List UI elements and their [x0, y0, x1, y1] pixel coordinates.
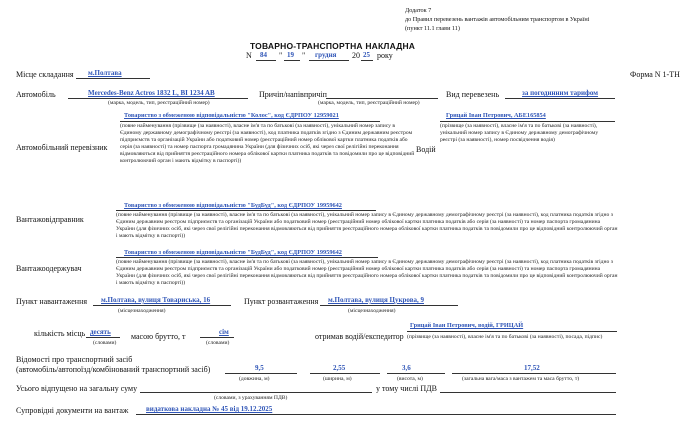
place-label: Місце складання — [16, 70, 74, 79]
appendix-clause-reference: (пункт 11.1 глави 11) — [405, 25, 460, 32]
consignee-value[interactable]: Товариство з обмеженою відповідальністю "БудБуд", код ЄДРПОУ 19959642 — [124, 249, 342, 256]
appendix-rules-reference: до Правил перевезень вантажів автомобільним транспортом в Україні — [405, 16, 590, 23]
loading-hint: (місцезнаходження) — [118, 308, 166, 314]
documents-value[interactable]: видаткова накладна № 45 від 19.12.2025 — [146, 405, 273, 413]
shipper-label: Вантажовідправник — [16, 215, 84, 224]
loading-value[interactable]: м.Полтава, вулиця Товариська, 16 — [101, 296, 211, 304]
total-weight-hint: (загальна вага/маса з вантажем та маса брутто, т) — [462, 376, 580, 382]
transport-type-label: Вид перевезень — [446, 90, 500, 99]
sum-label: Усього відпущено на загальну суму — [16, 384, 138, 393]
width-hint: (ширина, м) — [323, 376, 352, 382]
loading-label: Пункт навантаження — [16, 297, 88, 306]
unloading-value[interactable]: м.Полтава, вулиця Цукрова, 9 — [328, 296, 424, 304]
number-prefix: N — [246, 51, 252, 60]
document-day[interactable]: 19 — [287, 51, 294, 59]
form-number: Форма N 1-ТН — [630, 70, 680, 79]
driver-description: (прізвище (за наявності), власне ім'я та по батькові (за наявності), унікальний номер запису в Єдиному державному демографічному реєстрі (за наявності), номер посвідчення водія) — [440, 123, 599, 144]
vehicle-length[interactable]: 9,5 — [255, 364, 264, 372]
vat-label: у тому числі ПДВ — [376, 384, 437, 393]
vehicle-label: Автомобіль — [16, 90, 56, 99]
places-hint: (словами) — [93, 340, 117, 346]
weight-label: масою брутто, т — [131, 332, 186, 341]
vehicle-info-label: Відомості про транспортний засіб — [16, 355, 133, 364]
shipper-value[interactable]: Товариство з обмеженою відповідальністю "БудБуд", код ЄДРПОУ 19959642 — [124, 202, 342, 209]
places-value[interactable]: десять — [90, 328, 111, 336]
document-year[interactable]: 25 — [363, 51, 370, 59]
shipper-description: (повне найменування (прізвище (за наявності), власне ім'я та по батькові (за наявності), унікальний номер запису в Єдиному державному демографічному реєстрі (за наявності), код платника податків згідно з Єдиним державним реєстром підприємств та організацій України або податковий номер (реєстраційний номер облікової картки платника податків або серія (за наявності) та номер паспорта громадянина України (для фізичних осіб, які через свої релігійні переконання відмовляються від прийняття реєстраційного номера облікової картки платника податків та повідомили про це відповідний контролюючий орган і мають відмітку в паспорті)) — [116, 212, 618, 240]
quote-open: " — [279, 51, 283, 60]
year-prefix: 20 — [352, 51, 360, 60]
transport-type-value[interactable]: за погодинним тарифом — [522, 89, 599, 97]
trailer-hint: (марка, модель, тип, реєстраційний номер) — [318, 100, 420, 106]
places-label: кількість місць — [34, 329, 86, 338]
unloading-hint: (місцезнаходження) — [348, 308, 396, 314]
vehicle-width[interactable]: 2,55 — [333, 364, 346, 372]
documents-label: Супровідні документи на вантаж — [16, 406, 129, 415]
document-number[interactable]: 84 — [260, 51, 267, 59]
height-hint: (висота, м) — [397, 376, 423, 382]
document-title: ТОВАРНО-ТРАНСПОРТНА НАКЛАДНА — [250, 41, 416, 51]
unloading-label: Пункт розвантаження — [244, 297, 319, 306]
vehicle-value[interactable]: Mercedes-Benz Actros 1832 L, BI 1234 AB — [88, 89, 215, 97]
consignee-description: (повне найменування (прізвище (за наявності), власне ім'я та по батькові (за наявності), унікальний номер запису в Єдиному державному демографічному реєстрі (за наявності), код платника податків згідно з Єдиним державним реєстром підприємств та організацій України або податковий номер (реєстраційний номер облікової картки платника податків або серія (за наявності) та номер паспорта громадянина України (для фізичних осіб, які через свої релігійні переконання відмовляються від прийняття реєстраційного номера облікової картки платника податків та повідомили про це відповідний контролюючий орган і мають відмітку в паспорті)) — [116, 259, 618, 287]
weight-hint: (словами) — [206, 340, 230, 346]
received-label: отримав водій/експедитор — [315, 332, 404, 341]
consignee-label: Вантажоодержувач — [16, 264, 82, 273]
place-value[interactable]: м.Полтава — [88, 69, 122, 77]
carrier-label: Автомобільний перевізник — [16, 143, 108, 152]
year-suffix: року — [377, 51, 393, 60]
received-value[interactable]: Грицай Іван Петрович, водій, ГРИЦАЙ — [410, 322, 524, 329]
carrier-value[interactable]: Товариство з обмеженою відповідальністю "Колос", код ЄДРПОУ 12959021 — [124, 112, 339, 119]
vehicle-height[interactable]: 3,6 — [402, 364, 411, 372]
weight-value[interactable]: сім — [219, 328, 229, 336]
vehicle-info-sublabel: (автомобіль/автопоїзд/комбінований транспортний засіб) — [16, 365, 211, 374]
vehicle-hint: (марка, модель, тип, реєстраційний номер) — [108, 100, 210, 106]
driver-label: Водій — [416, 145, 436, 154]
appendix-label: Додаток 7 — [405, 7, 432, 14]
length-hint: (довжина, м) — [239, 376, 270, 382]
document-month[interactable]: грудня — [315, 51, 337, 59]
vehicle-total-weight[interactable]: 17,52 — [524, 364, 540, 372]
carrier-description: (повне найменування (прізвище (за наявності), власне ім'я та по батькові (за наявності), унікальний номер запису в Єдиному державному демографічному реєстрі (за наявності), код платника податків згідно з Єдиним державним реєстром підприємств та організацій України або податковий номер (реєстраційний номер облікової картки платника податків або серія (за наявності) та номер паспорта громадянина України (для фізичних осіб, які через свої релігійні переконання відмовляються від прийняття реєстраційного номера облікової картки платника податків та повідомили про це відповідний контролюючий орган і мають відмітку в паспорті)) — [120, 123, 415, 165]
quote-close: " — [302, 51, 306, 60]
trailer-label: Причіп/напівпричіп — [259, 90, 327, 99]
driver-value[interactable]: Грицай Іван Петрович, АБЕ165854 — [446, 112, 546, 119]
sum-hint: (словами, з урахуванням ПДВ) — [214, 395, 288, 401]
received-description: (прізвище (за наявності), власне ім'я та по батькові (за наявності), посада, підпис) — [407, 334, 603, 340]
